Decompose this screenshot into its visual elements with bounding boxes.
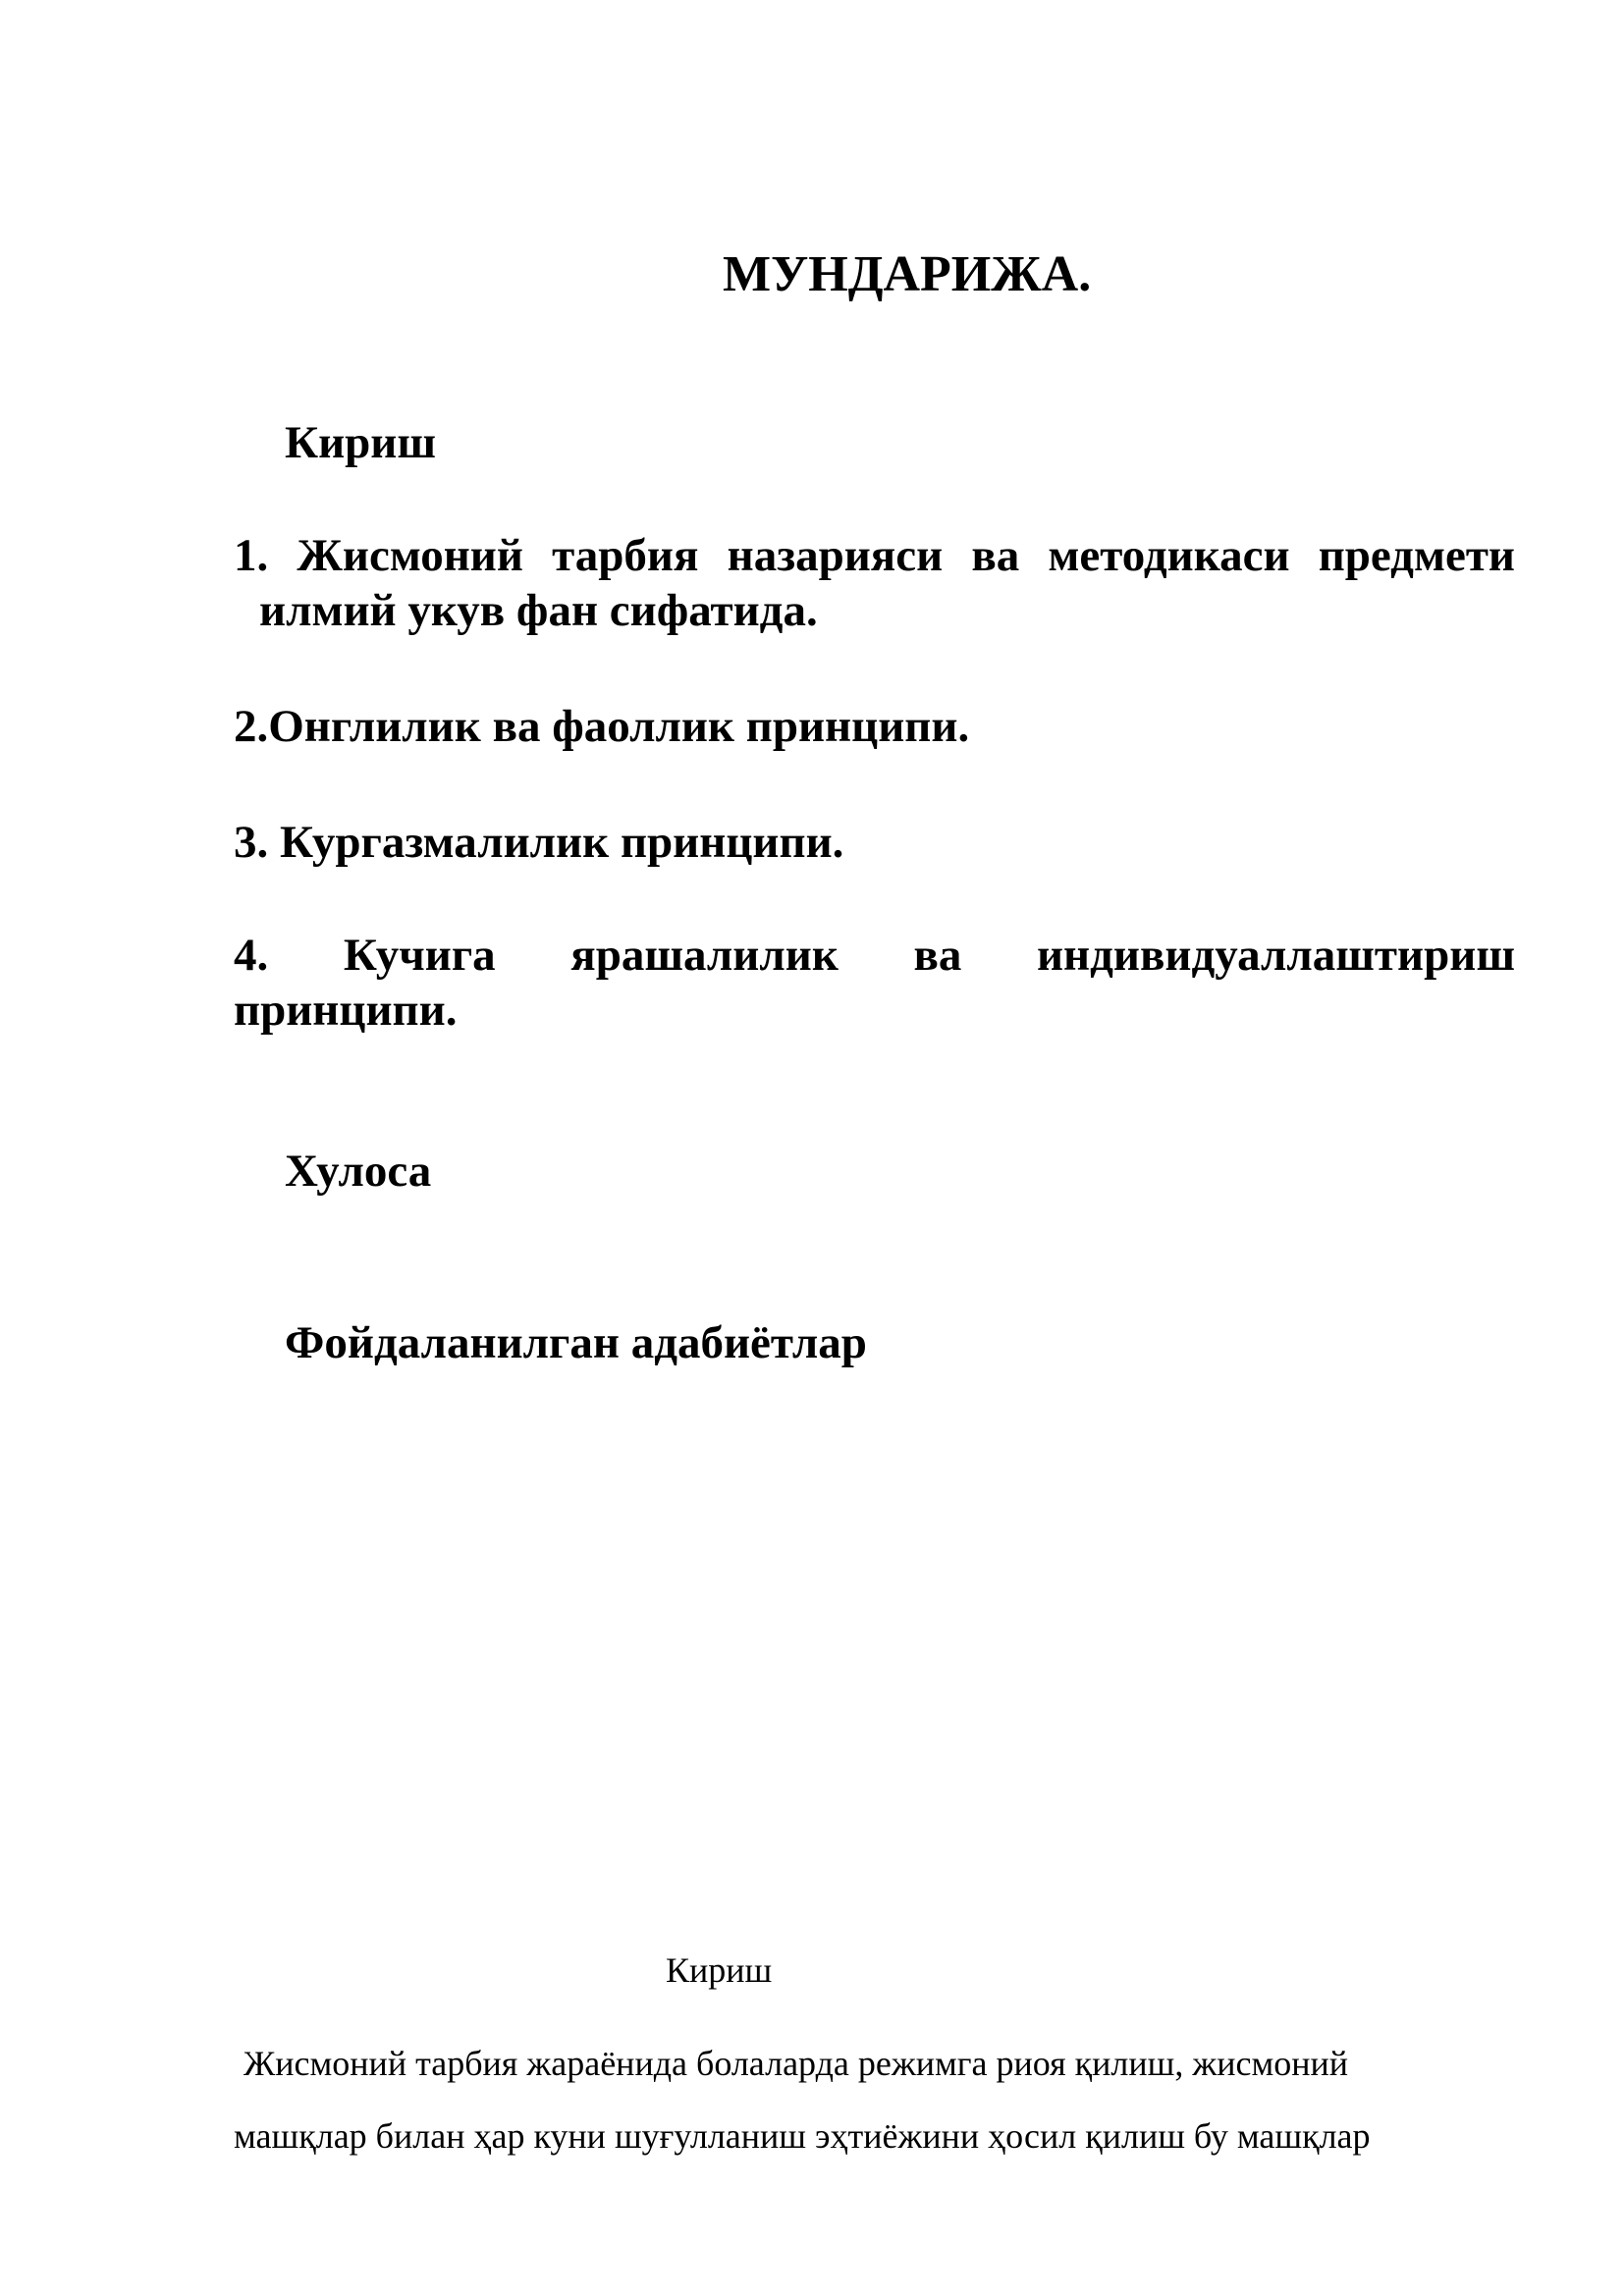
toc-entry-2: 2.Онглилик ва фаоллик принципи. xyxy=(234,701,970,752)
intro-body-line-1: Жисмоний тарбия жараёнида болаларда режимга риоя қилиш, жисмоний xyxy=(244,2044,1349,2083)
toc-entry-1-line1: 1. Жисмоний тарбия назарияси ва методикаси предмети xyxy=(234,530,1515,581)
toc-entry-3: 3. Кургазмалилик принципи. xyxy=(234,817,844,868)
toc-entry-4 xyxy=(234,928,1515,1038)
toc-entry-4-line1: 4. Кучига ярашалилик ва индивидуаллаштириш xyxy=(234,930,1515,981)
toc-entry-4-line2: принципи. xyxy=(234,985,458,1036)
toc-entry-intro: Кириш xyxy=(285,417,437,468)
toc-entry-conclusion: Хулоса xyxy=(285,1146,432,1197)
toc-entry-1 xyxy=(234,528,1515,638)
intro-section-heading: Кириш xyxy=(666,1950,773,1990)
page-title: МУНДАРИЖА. xyxy=(723,246,1092,302)
toc-entry-references: Фойдаланилган адабиётлар xyxy=(285,1317,867,1368)
intro-body-line-2: машқлар билан ҳар куни шуғулланиш эҳтиёжини ҳосил қилиш бу машқлар xyxy=(234,2116,1371,2156)
intro-section-body xyxy=(234,2027,1515,2172)
toc-entry-1-line2: илмий укув фан сифатида. xyxy=(259,585,818,636)
